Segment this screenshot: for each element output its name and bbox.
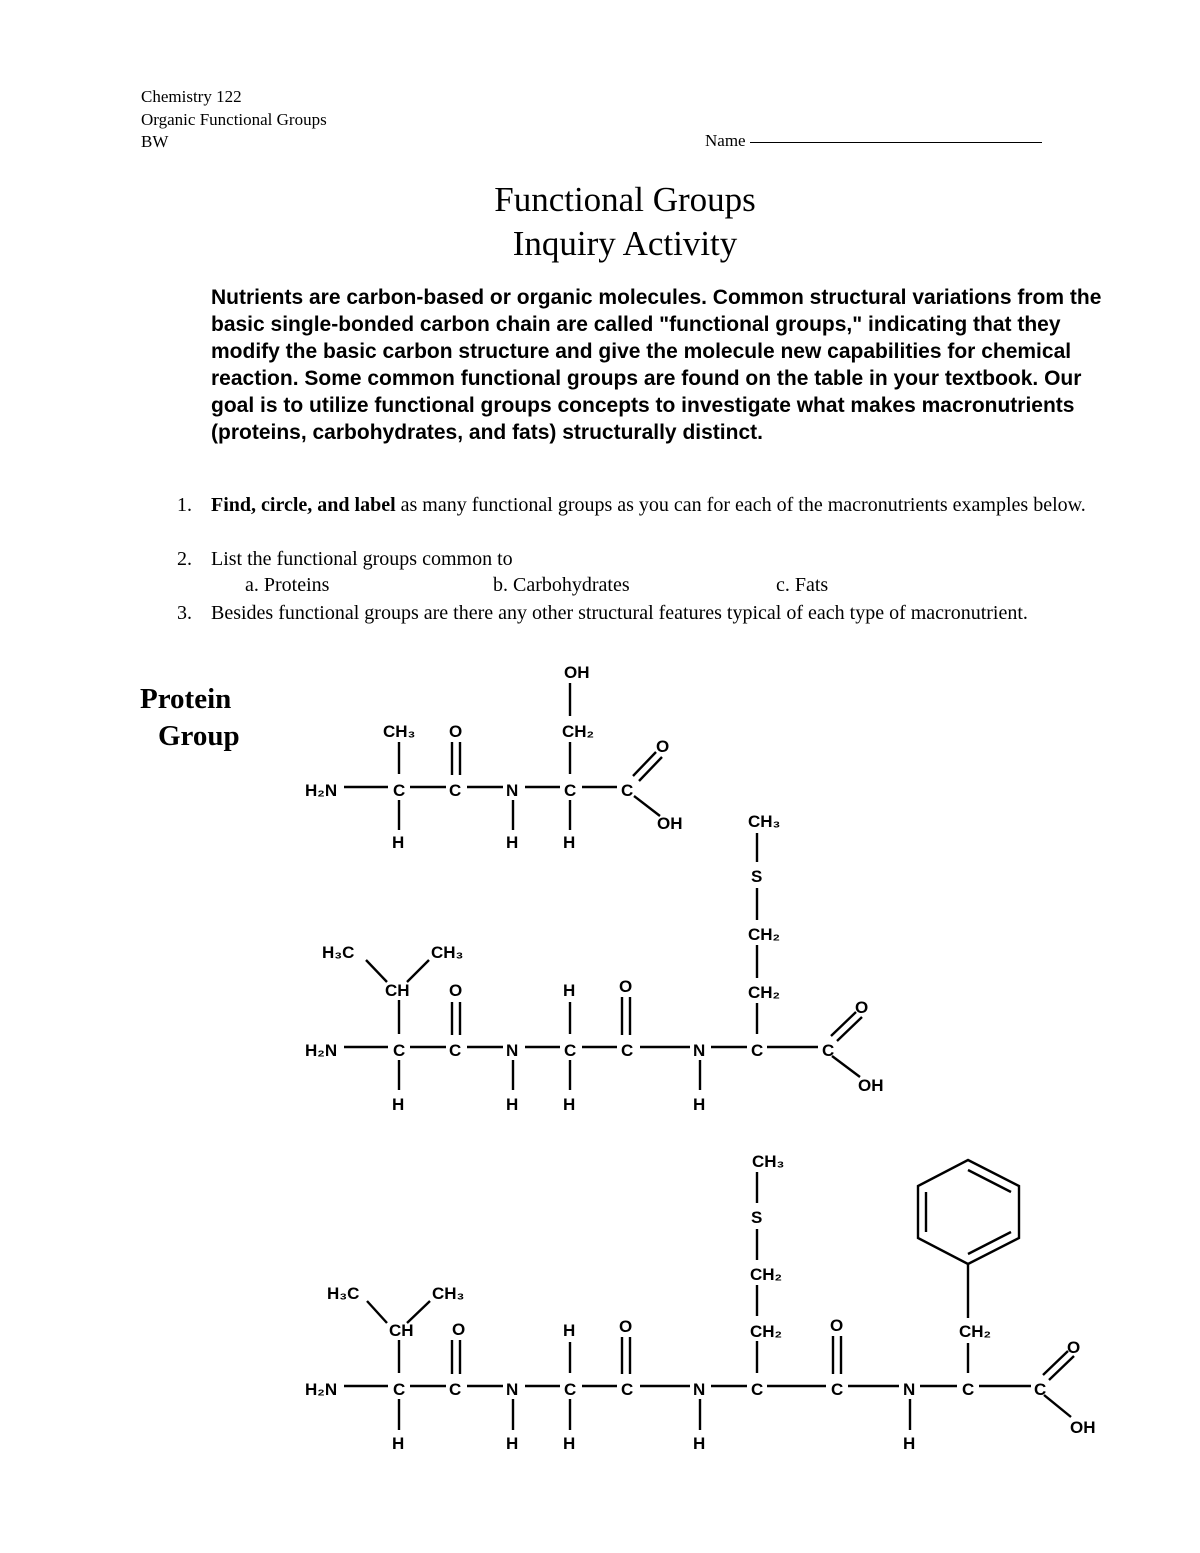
atom-label: H₂N: [305, 1380, 338, 1399]
atom-label: CH₂: [750, 1322, 783, 1341]
atom-label: C: [564, 1380, 577, 1399]
bond: [407, 960, 429, 982]
atom-label: O: [449, 981, 463, 1000]
atom-label: H: [563, 981, 576, 1000]
topic-name: Organic Functional Groups: [141, 109, 327, 129]
atom-label: H₂N: [305, 781, 338, 800]
atom-label: CH₃: [748, 812, 781, 831]
atom-label: O: [619, 1317, 633, 1336]
question-emphasis: Find, circle, and label: [211, 494, 396, 516]
section-heading-line2: Group: [158, 720, 240, 752]
atom-label: OH: [858, 1076, 884, 1095]
atom-label: H: [506, 1434, 519, 1453]
atom-label: O: [1067, 1338, 1081, 1357]
tripeptide-structure: [305, 812, 884, 1114]
ring-double-bond: [968, 1232, 1011, 1254]
atom-label: C: [831, 1380, 844, 1399]
atom-label: C: [564, 1041, 577, 1060]
question-number: 3.: [177, 602, 192, 624]
atom-label: C: [751, 1380, 764, 1399]
atom-label: H: [392, 1434, 405, 1453]
atom-label: S: [751, 1208, 763, 1227]
atom-label: O: [830, 1316, 844, 1335]
atom-label: H: [563, 1434, 576, 1453]
atom-label: C: [393, 1380, 406, 1399]
atom-label: CH₂: [562, 722, 595, 741]
atom-label: C: [449, 781, 462, 800]
atom-label: CH₃: [752, 1152, 785, 1171]
atom-label: CH: [385, 981, 410, 1000]
question-body: as many functional groups as you can for each of the macronutrients examples below.: [395, 494, 1086, 516]
double-bond: [837, 1017, 862, 1041]
bond: [634, 796, 660, 816]
atom-label: C: [621, 1041, 634, 1060]
atom-label: H: [506, 1095, 519, 1114]
double-bond: [633, 752, 656, 776]
atom-label: N: [506, 1380, 519, 1399]
atom-label: C: [564, 781, 577, 800]
name-label: Name: [705, 131, 746, 150]
bond: [366, 960, 387, 982]
atom-label: C: [962, 1380, 975, 1399]
subitem-proteins: a. Proteins: [245, 574, 330, 596]
atom-label: N: [506, 1041, 519, 1060]
atom-label: O: [449, 722, 463, 741]
atom-label: OH: [1070, 1418, 1096, 1437]
intro-paragraph: Nutrients are carbon-based or organic molecules. Common structural variations from the basic single-bonded carbon chain are called "functional groups," indicating that they modify the basic carbon structure and give the molecule new capabilities for chemical reaction. Some common functional groups are found on the table in your textbook. Our goal is to utilize functional groups concepts to investigate what makes macronutrients (proteins, carbohydrates, and fats) structurally distinct.: [211, 286, 1102, 444]
atom-label: CH: [389, 1321, 414, 1340]
atom-label: H₂N: [305, 1041, 338, 1060]
atom-label: H₃C: [327, 1284, 360, 1303]
atom-label: N: [693, 1041, 706, 1060]
bond: [407, 1301, 430, 1323]
benzene-ring: [918, 1160, 1019, 1264]
atom-label: N: [693, 1380, 706, 1399]
atom-label: CH₃: [432, 1284, 465, 1303]
atom-label: N: [903, 1380, 916, 1399]
atom-label: H: [392, 1095, 405, 1114]
atom-label: O: [619, 977, 633, 996]
atom-label: C: [751, 1041, 764, 1060]
double-bond: [639, 757, 662, 781]
atom-label: C: [393, 1041, 406, 1060]
atom-label: O: [656, 737, 670, 756]
atom-label: CH₃: [383, 722, 416, 741]
atom-label: H: [506, 833, 519, 852]
double-bond: [1049, 1356, 1074, 1380]
atom-label: CH₂: [959, 1322, 992, 1341]
author-initials: BW: [141, 132, 169, 151]
atom-label: H₃C: [322, 943, 355, 962]
atom-label: H: [903, 1434, 916, 1453]
bond: [832, 1056, 860, 1077]
subitem-carbohydrates: b. Carbohydrates: [493, 574, 630, 596]
dipeptide-structure: [305, 663, 683, 852]
double-bond: [1043, 1351, 1068, 1375]
atom-label: C: [449, 1041, 462, 1060]
atom-label: H: [563, 1321, 576, 1340]
atom-label: C: [621, 1380, 634, 1399]
course-name: Chemistry 122: [141, 87, 242, 106]
bond: [1044, 1395, 1071, 1417]
tetrapeptide-structure: [305, 1152, 1096, 1453]
subitem-fats: c. Fats: [776, 574, 829, 596]
atom-label: CH₂: [750, 1265, 783, 1284]
question-number: 1.: [177, 494, 192, 516]
page-title: Functional Groups: [494, 180, 756, 219]
atom-label: H: [563, 833, 576, 852]
page-subtitle: Inquiry Activity: [512, 224, 738, 263]
atom-label: S: [751, 867, 763, 886]
atom-label: C: [822, 1041, 835, 1060]
question-text: Besides functional groups are there any other structural features typical of each type of macronutrient.: [211, 602, 1028, 624]
question-text: List the functional groups common to: [211, 548, 513, 570]
atom-label: H: [693, 1095, 706, 1114]
atom-label: H: [563, 1095, 576, 1114]
atom-label: CH₃: [431, 943, 464, 962]
question-number: 2.: [177, 548, 192, 570]
atom-label: C: [393, 781, 406, 800]
atom-label: OH: [564, 663, 590, 682]
atom-label: C: [449, 1380, 462, 1399]
atom-label: OH: [657, 814, 683, 833]
atom-label: N: [506, 781, 519, 800]
section-heading-line1: Protein: [140, 683, 232, 715]
atom-label: C: [1034, 1380, 1047, 1399]
atom-label: CH₂: [748, 925, 781, 944]
atom-label: H: [693, 1434, 706, 1453]
atom-label: C: [621, 781, 634, 800]
double-bond: [831, 1012, 856, 1036]
atom-label: H: [392, 833, 405, 852]
atom-label: O: [855, 998, 869, 1017]
ring-double-bond: [968, 1170, 1011, 1192]
bond: [367, 1301, 387, 1323]
atom-label: CH₂: [748, 983, 781, 1002]
atom-label: O: [452, 1320, 466, 1339]
